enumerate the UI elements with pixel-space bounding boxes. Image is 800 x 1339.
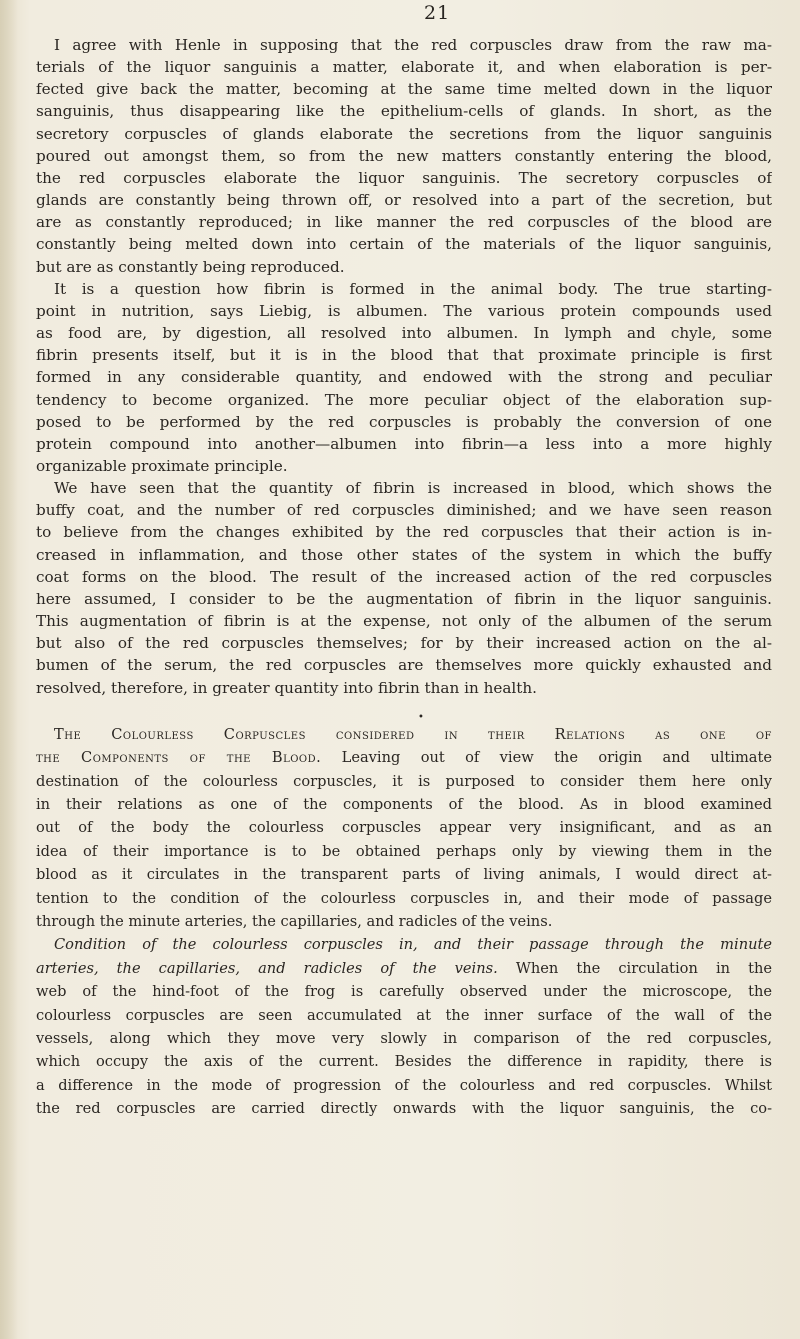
text-line: posed to be performed by the red corpuscles is probably the conversion of one bbox=[36, 412, 772, 431]
paragraphs bbox=[36, 34, 772, 699]
section-condition bbox=[36, 933, 772, 1120]
text-line: colourless corpuscles are seen accumulated at the inner surface of the wall of the bbox=[36, 1006, 772, 1024]
text-line: This augmentation of fibrin is at the expense, not only of the albumen of the serum bbox=[36, 612, 772, 631]
text-line: through the minute arteries, the capillaries, and radicles of the veins. bbox=[36, 912, 553, 930]
text-line: tendency to become organized. The more peculiar object of the elaboration sup- bbox=[36, 390, 772, 409]
text-line: bumen of the serum, the red corpuscles are themselves more quickly exhausted and bbox=[36, 656, 772, 675]
section-heading-rest: Leaving out of view the origin and ultimate bbox=[341, 749, 772, 767]
separator-mark: • bbox=[418, 711, 424, 723]
text-line: destination of the colourless corpuscles, it is purposed to consider them here only bbox=[36, 772, 772, 790]
text-line: organizable proximate principle. bbox=[36, 456, 288, 475]
page-number: 21 bbox=[424, 2, 451, 24]
paragraph-p2 bbox=[36, 278, 772, 477]
section1-lines bbox=[36, 770, 772, 934]
text-line: blood as it circulates in the transparent parts of living animals, I would direct at- bbox=[36, 866, 772, 884]
section-heading-line-2 bbox=[36, 746, 772, 769]
text-line: to believe from the changes exhibited by the red corpuscles that their action is in- bbox=[36, 523, 772, 542]
text-line: which occupy the axis of the current. Besides the difference in rapidity, there is bbox=[36, 1053, 772, 1071]
text-line: web of the hind-foot of the frog is carefully observed under the microscope, the bbox=[36, 983, 772, 1001]
text-line: point in nutrition, says Liebig, is albumen. The various protein compounds used bbox=[36, 301, 772, 320]
body-text bbox=[36, 34, 772, 1121]
text-line: here assumed, I consider to be the augmentation of fibrin in the liquor sanguinis. bbox=[36, 589, 772, 608]
subheading-line-1: Condition of the colourless corpuscles in, and their passage through the minute bbox=[54, 936, 772, 954]
text-line: tention to the condition of the colourless corpuscles in, and their mode of passage bbox=[36, 889, 772, 907]
text-line: glands are constantly being thrown off, or resolved into a part of the secretion, but bbox=[36, 191, 772, 210]
text-line: idea of their importance is to be obtained perhaps only by viewing them in the bbox=[36, 842, 772, 860]
text-line: vessels, along which they move very slowly in comparison of the red corpuscles, bbox=[36, 1029, 772, 1047]
text-line: formed in any considerable quantity, and endowed with the strong and peculiar bbox=[36, 368, 772, 387]
binding-shadow bbox=[0, 0, 18, 1339]
text-line: terials of the liquor sanguinis a matter, elaborate it, and when elaboration is per- bbox=[36, 58, 772, 77]
text-line: in their relations as one of the components of the blood. As in blood examined bbox=[36, 795, 772, 813]
text-line: a difference in the mode of progression of the colourless and red corpuscles. Whilst bbox=[36, 1076, 772, 1094]
text-line: fibrin presents itself, but it is in the blood that that proximate principle is first bbox=[36, 346, 772, 365]
subheading-rest: When the circulation in the bbox=[515, 959, 772, 977]
text-line: but are as constantly being reproduced. bbox=[36, 257, 345, 276]
text-line: but also of the red corpuscles themselves; for by their increased action on the al- bbox=[36, 634, 772, 653]
section2-lines bbox=[36, 980, 772, 1120]
paragraph-p3 bbox=[36, 477, 772, 699]
text-line: the red corpuscles elaborate the liquor sanguinis. The secretory corpuscles of bbox=[36, 168, 772, 187]
separator bbox=[36, 699, 772, 723]
text-line: are as constantly reproduced; in like manner the red corpuscles of the blood are bbox=[36, 213, 772, 232]
text-line: out of the body the colourless corpuscles appear very insignificant, and as an bbox=[36, 819, 772, 837]
subheading-line-2 bbox=[36, 957, 772, 980]
text-line: protein compound into another—albumen into fibrin—a less into a more highly bbox=[36, 434, 772, 453]
text-line: We have seen that the quantity of fibrin is increased in blood, which shows the bbox=[54, 479, 772, 498]
text-line: creased in inflammation, and those other states of the system in which the buffy bbox=[36, 545, 772, 564]
text-line: coat forms on the blood. The result of the increased action of the red corpuscles bbox=[36, 567, 772, 586]
text-line: sanguinis, thus disappearing like the epithelium-cells of glands. In short, as the bbox=[36, 102, 772, 121]
subheading-italic: arteries, the capillaries, and radicles of the veins. bbox=[36, 959, 498, 977]
text-line: as food are, by digestion, all resolved into albumen. In lymph and chyle, some bbox=[36, 324, 772, 343]
text-line: constantly being melted down into certain of the materials of the liquor sanguinis, bbox=[36, 235, 772, 254]
text-line: fected give back the matter, becoming at the same time melted down in the liquor bbox=[36, 80, 772, 99]
text-line: secretory corpuscles of glands elaborate the secretions from the liquor sanguinis bbox=[36, 124, 772, 143]
text-line: It is a question how fibrin is formed in the animal body. The true starting- bbox=[54, 279, 772, 298]
text-line: the red corpuscles are carried directly onwards with the liquor sanguinis, the co- bbox=[36, 1100, 772, 1118]
section-colourless-corpuscles bbox=[36, 723, 772, 934]
text-line: resolved, therefore, in greater quantity into fibrin than in health. bbox=[36, 678, 537, 697]
paragraph-p1 bbox=[36, 34, 772, 278]
section-heading-line-1: The Colourless Corpuscles considered in their Relations as one of bbox=[54, 725, 772, 743]
text-line: I agree with Henle in supposing that the red corpuscles draw from the raw ma- bbox=[54, 36, 772, 54]
text-line: buffy coat, and the number of red corpuscles diminished; and we have seen reason bbox=[36, 501, 772, 520]
section-heading-caps: the Components of the Blood. bbox=[36, 749, 322, 767]
text-line: poured out amongst them, so from the new matters constantly entering the blood, bbox=[36, 146, 772, 165]
